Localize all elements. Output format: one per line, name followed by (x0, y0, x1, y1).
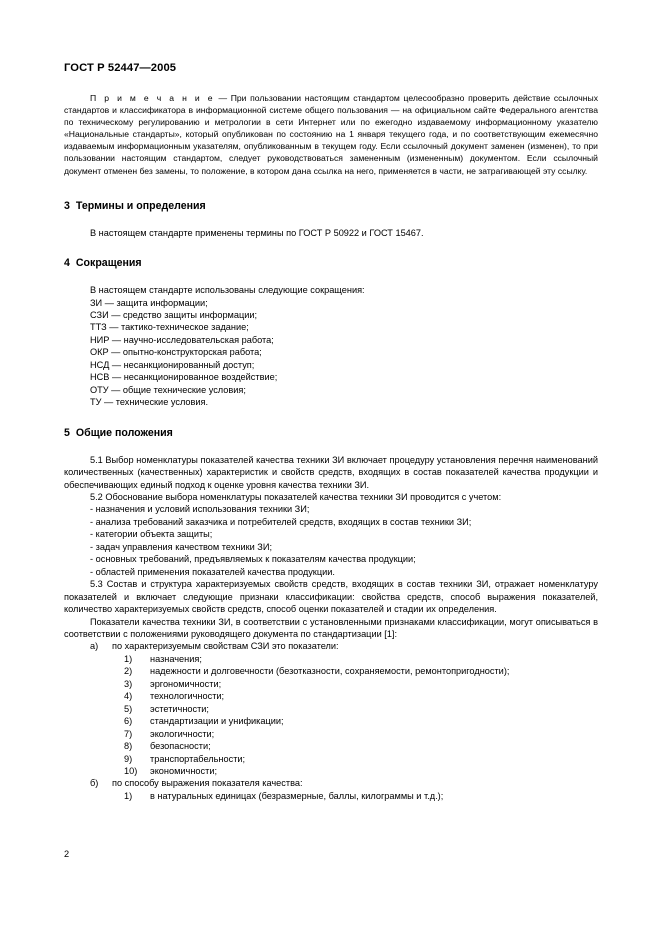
standard-header: ГОСТ Р 52447—2005 (64, 62, 177, 74)
list-item: ТТЗ — тактико-техническое задание; (90, 322, 249, 333)
alpha-list (64, 640, 598, 802)
list-item: - анализа требований заказчика и потребителей средств, входящих в состав техники ЗИ; (90, 516, 472, 527)
list-item: - категории объекта защиты; (90, 529, 213, 540)
list-item: ОКР — опытно-конструкторская работа; (90, 347, 262, 358)
clause-5-3-paragraph-2: Показатели качества техники ЗИ, в соответствии с установленными признаками классификации, могут описываться в соответствии с положениями руководящего документа по стандартизации [1]: (64, 616, 598, 639)
list-item (112, 665, 598, 677)
list-item (112, 703, 598, 715)
list-item (112, 653, 598, 665)
abbreviations-list (64, 297, 598, 409)
list-item (112, 728, 598, 740)
section-heading-abbreviations (64, 256, 598, 270)
list-item-text: в натуральных единицах (безразмерные, баллы, килограммы и т.д.); (150, 790, 444, 801)
list-item (112, 790, 598, 802)
list-marker: 10) (124, 765, 138, 776)
numbered-sublist (112, 790, 598, 802)
section-title-terms: Термины и определения (75, 199, 206, 212)
list-item: НСВ — несанкционированное воздействие; (90, 372, 278, 383)
list-item (64, 640, 598, 777)
list-item: - областей применения показателей качества продукции. (90, 566, 335, 577)
list-item (64, 777, 598, 802)
section-number-4: 4 (64, 257, 70, 270)
list-marker: б) (90, 778, 99, 789)
list-item-text: по способу выражения показателя качества: (112, 778, 303, 789)
list-item-text: безопасности; (150, 741, 211, 752)
list-item (112, 753, 598, 765)
list-item: ТУ — технические условия. (90, 397, 209, 408)
document-body (64, 92, 598, 802)
section-title-general: Общие положения (75, 426, 173, 439)
section-number-3: 3 (64, 199, 70, 212)
list-marker: 9) (124, 753, 133, 764)
list-marker: 7) (124, 728, 133, 739)
note-dash: — (214, 93, 231, 103)
section-number-5: 5 (64, 426, 70, 439)
note-text: При пользовании настоящим стандартом целесообразно проверить действие ссылочных стандартов и классификатора в информационной системе общего пользования — на официальном сайте Федерального агентства по техническому регулированию и метрологии в сети Интернет или по ежегодно издаваемому информационному указателю «Национальные стандарты», который опубликован по состоянию на 1 января текущего года, и по соответствующим ежемесячно издаваемым информационным указателям, опубликованным в текущем году. Если ссылочный документ заменен (изменен), то при пользовании настоящим стандартом, следует руководствоваться замененным (измененным) документом. Если ссылочный документ отменен без замены, то положение, в котором дана ссылка на него, применяется в части, не затрагивающей эту ссылку. (64, 93, 598, 176)
list-marker: 8) (124, 741, 133, 752)
list-marker: 6) (124, 716, 133, 727)
list-item (112, 715, 598, 727)
spacer (64, 409, 598, 426)
clause-5-1: 5.1 Выбор номенклатуры показателей качества техники ЗИ включает процедуру установления перечня наименований количественных (качественных) характеристик и свойств средств, входящих в состав показателей качества продукции и обеспечивающих единый подход к оценке уровня качества техники ЗИ. (64, 454, 598, 490)
list-item-text: эргономичности; (150, 678, 222, 689)
clause-5-2: 5.2 Обоснование выбора номенклатуры показателей качества техники ЗИ проводится с учетом: (90, 492, 502, 502)
clause-5-2-list (64, 503, 598, 578)
list-item-text: экономичности; (150, 765, 218, 776)
list-item: ЗИ — защита информации; (90, 297, 208, 308)
list-item: НИР — научно-исследовательская работа; (90, 334, 274, 345)
terms-paragraph: В настоящем стандарте применены термины по ГОСТ Р 50922 и ГОСТ 15467. (90, 227, 424, 238)
list-item: - основных требований, предъявляемых к показателям качества продукции; (90, 554, 416, 565)
list-item: ОТУ — общие технические условия; (90, 384, 246, 395)
list-item-text: технологичности; (150, 691, 225, 702)
list-item-text: транспортабельности; (150, 753, 246, 764)
spacer (64, 440, 598, 454)
spacer (64, 213, 598, 227)
clause-5-3: 5.3 Состав и структура характеризуемых свойств средств, входящих в состав техники ЗИ, отражает номенклатуру показателей и включает следующие признаки классификации: свойства средств, способ выражения показателей, количество характеризуемых свойств средств, способ оценки показателей и стадии их определения. (64, 579, 598, 615)
list-item-text: по характеризуемым свойствам СЗИ это показатели: (112, 641, 339, 652)
note-label: П р и м е ч а н и е (90, 93, 215, 103)
list-item (112, 678, 598, 690)
list-item-text: эстетичности; (150, 703, 209, 714)
list-item-text: стандартизации и унификации; (150, 716, 284, 727)
list-item: СЗИ — средство защиты информации; (90, 310, 258, 321)
abbreviations-intro: В настоящем стандарте использованы следующие сокращения: (90, 285, 365, 296)
numbered-sublist (112, 653, 598, 778)
list-item: - задач управления качеством техники ЗИ; (90, 541, 273, 552)
note-paragraph (64, 92, 598, 177)
list-marker: а) (90, 641, 99, 652)
list-marker: 1) (124, 790, 133, 801)
list-item: - назначения и условий использования техники ЗИ; (90, 504, 310, 515)
list-item-text: назначения; (150, 653, 202, 664)
list-item: НСД — несанкционированный доступ; (90, 359, 255, 370)
list-marker: 4) (124, 691, 133, 702)
list-item (112, 690, 598, 702)
list-item-text: надежности и долговечности (безотказности, сохраняемости, ремонтопригодности); (150, 666, 510, 677)
section-title-abbreviations: Сокращения (75, 257, 142, 270)
list-marker: 5) (124, 703, 133, 714)
page-number: 2 (64, 849, 70, 859)
list-item (112, 765, 598, 777)
list-item (112, 740, 598, 752)
list-item-text: экологичности; (150, 728, 215, 739)
list-marker: 3) (124, 678, 133, 689)
section-heading-terms (64, 199, 598, 213)
spacer (64, 239, 598, 256)
list-marker: 2) (124, 666, 133, 677)
section-heading-general (64, 426, 598, 440)
spacer (64, 177, 598, 199)
list-marker: 1) (124, 653, 133, 664)
spacer (64, 270, 598, 284)
